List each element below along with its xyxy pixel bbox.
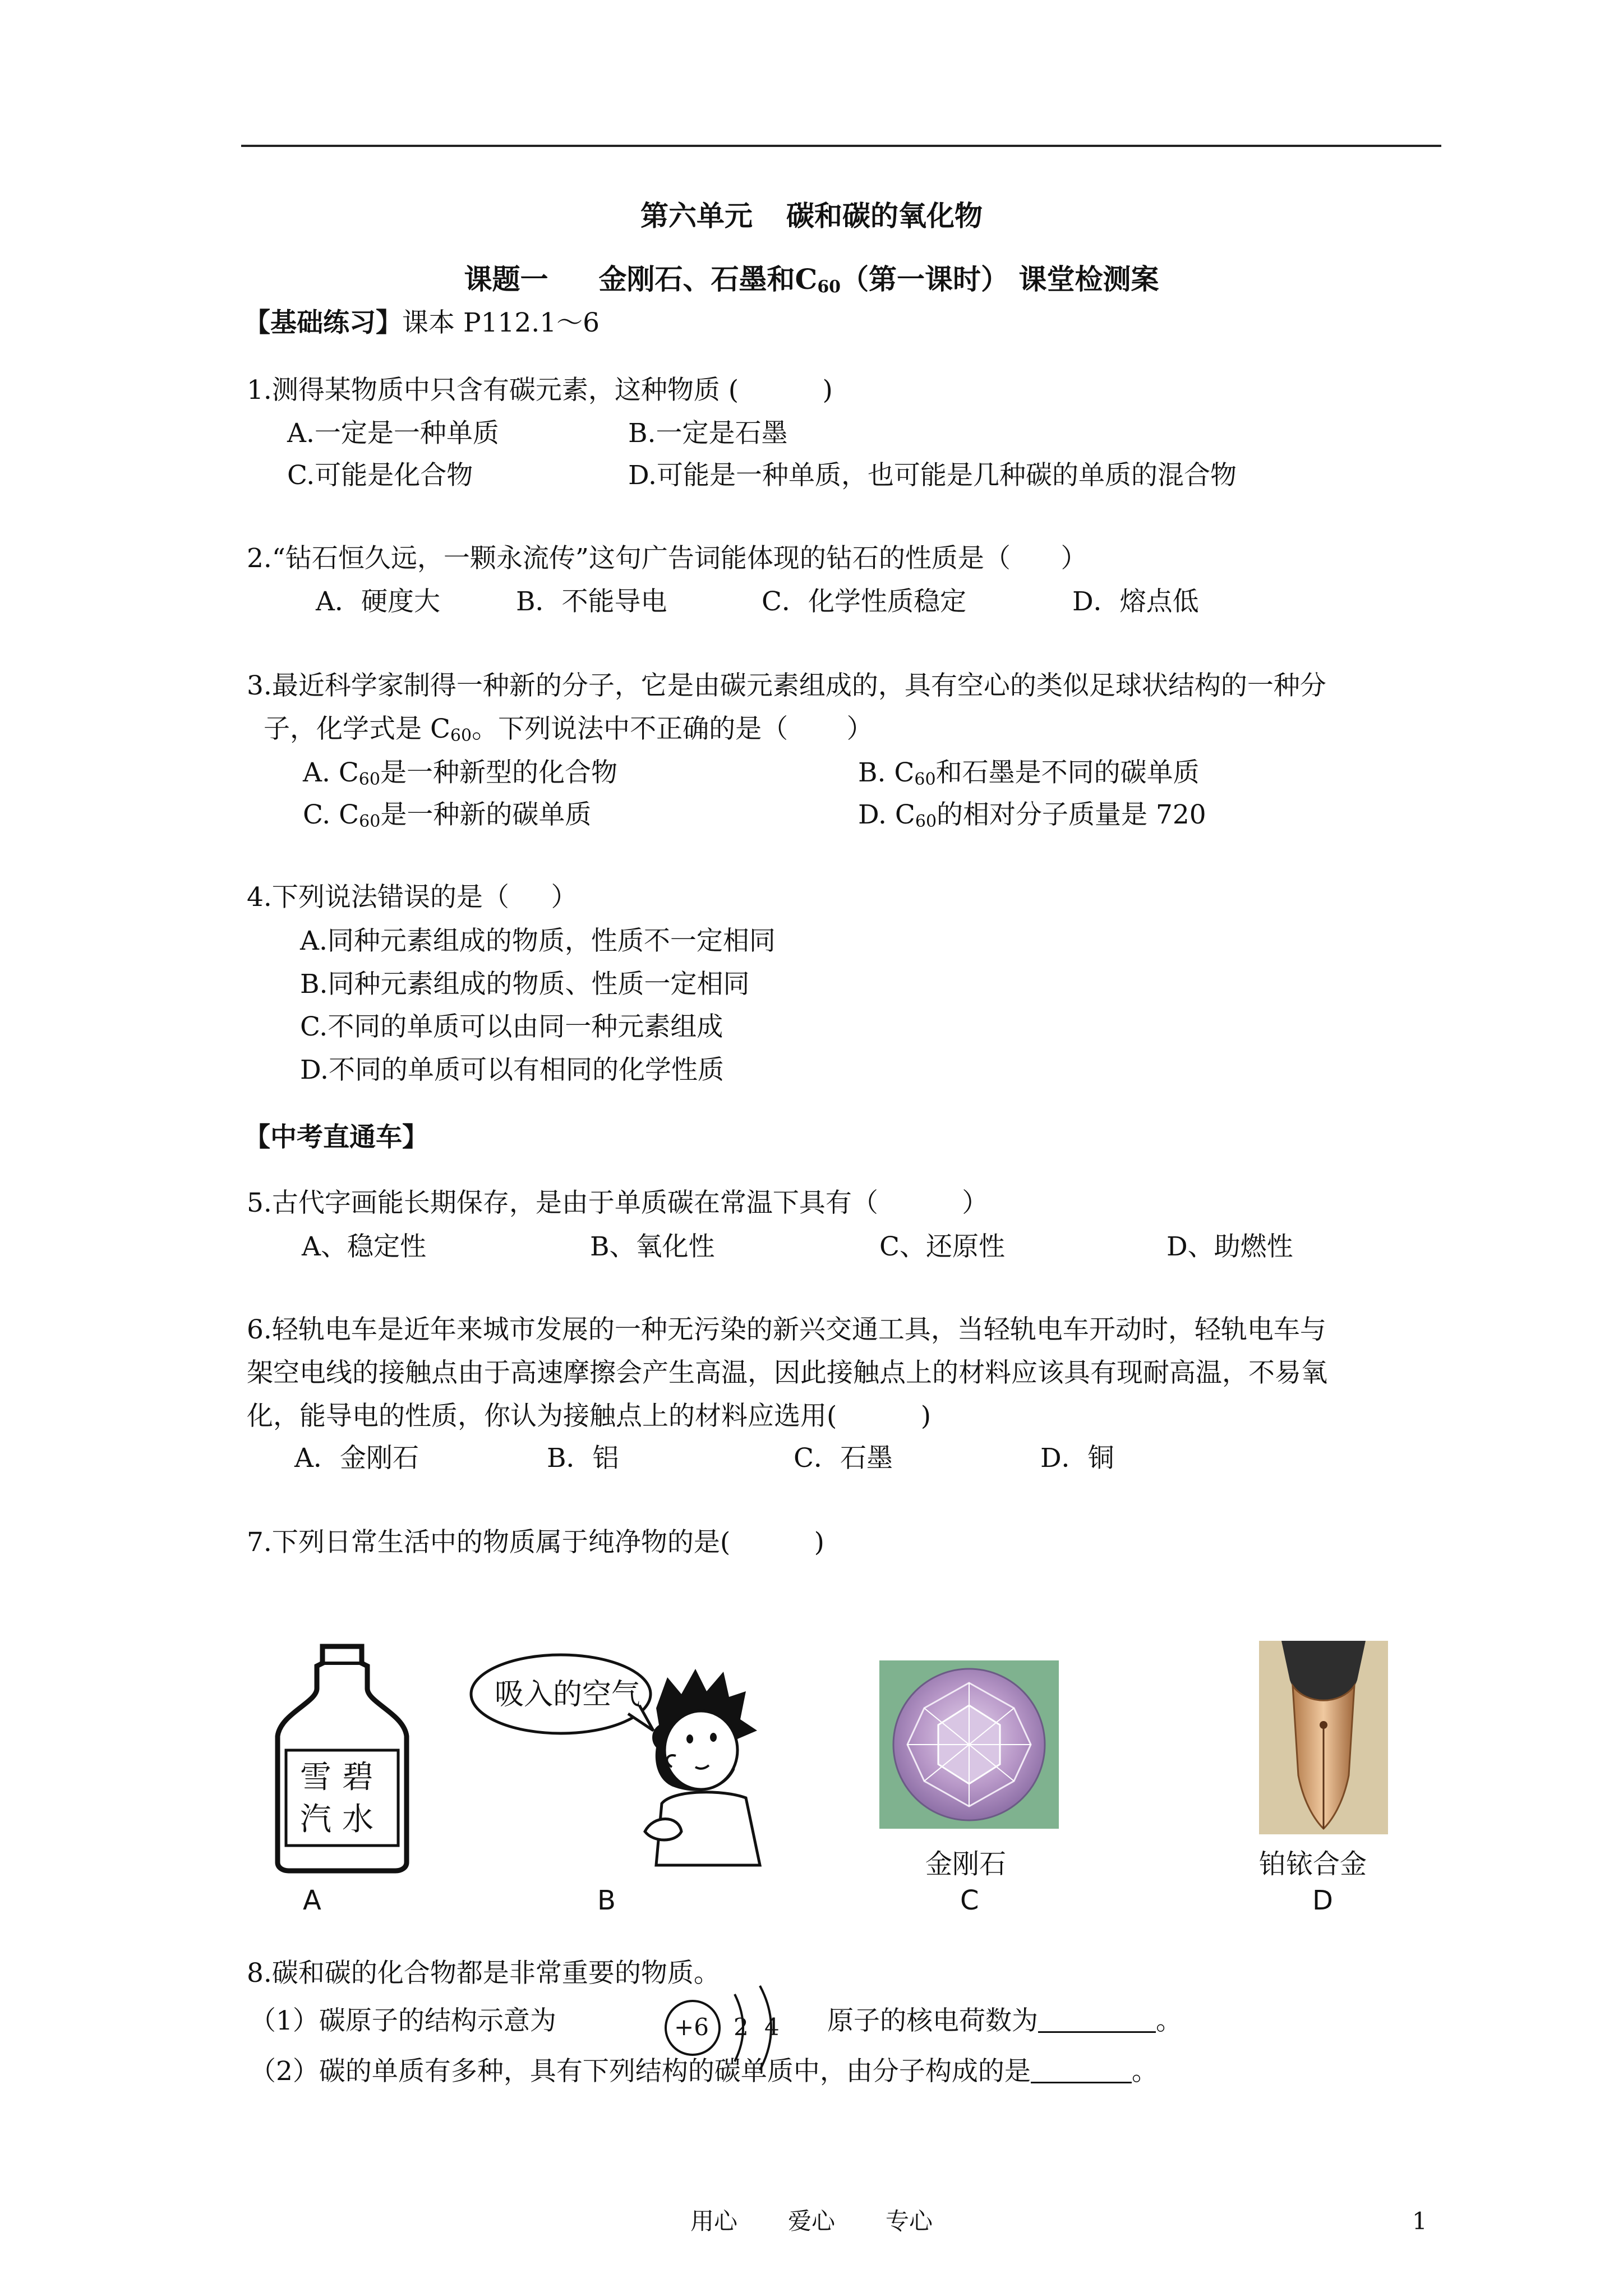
lesson-title: 课题一 金刚石、石墨和$C_{60}$（第一课时） 课堂检测案 [464,263,1159,297]
q7-label-b: B [597,1885,616,1916]
q7-figure-b-boy: 吸入的空气 [460,1646,774,1871]
q2-stem: 2.“钻石恒久远，一颗永流传”这句广告词能体现的钻石的性质是（ ） [247,543,1087,574]
q8-part1-prefix: （1）碳原子的结构示意为 [250,2005,556,2036]
q7-pen-caption: 铂铱合金 [1259,1848,1367,1880]
q1-stem: 1.测得某物质中只含有碳元素，这种物质 ( ) [247,375,833,406]
atom-shell-1: 2 [734,2013,749,2041]
q2-option-a: A．硬度大 [316,586,440,617]
q5-option-d: D、助燃性 [1166,1231,1293,1262]
q3-stem-line2: 子，化学式是 $C_{60}$。下列说法中不正确的是（ ） [264,714,873,746]
pen-nib-photo [1259,1641,1388,1834]
q5-option-a: A、稳定性 [302,1231,426,1262]
q7-diamond-caption: 金刚石 [925,1848,1007,1880]
q3-option-c: C. $C_{60}$是一种新的碳单质 [303,799,592,831]
q6-option-d: D．铜 [1040,1443,1114,1474]
q2-option-b: B．不能导电 [516,586,667,617]
q4-option-c: C.不同的单质可以由同一种元素组成 [300,1011,723,1042]
q4-option-a: A.同种元素组成的物质，性质不一定相同 [300,926,776,956]
unit-title: 第六单元 碳和碳的氧化物 [640,199,983,232]
q6-option-c: C．石墨 [794,1443,893,1474]
atom-shell-2: 4 [764,2013,780,2041]
q8-part1-answer-blank[interactable] [1038,2009,1156,2033]
header-rule [241,145,1441,147]
q5-option-b: B、氧化性 [590,1231,715,1262]
page-footer: 用心 爱心 专心 [690,2207,933,2235]
q3-option-a: A. $C_{60}$是一种新型的化合物 [303,757,617,789]
q1-option-a: A.一定是一种单质 [287,418,499,449]
q3-option-b: B. $C_{60}$和石墨是不同的碳单质 [858,757,1200,789]
q7-label-a: A [303,1885,321,1916]
q1-option-b: B.一定是石墨 [628,418,788,449]
q8-stem: 8.碳和碳的化合物都是非常重要的物质。 [247,1958,720,1989]
q6-stem-line3: 化，能导电的性质，你认为接触点上的材料应选用( ) [247,1401,932,1432]
q2-option-d: D．熔点低 [1072,586,1199,617]
q7-figure-d-pen-nib [1259,1641,1388,1834]
q8-part1-question: 原子的核电荷数为 。 [827,2005,1182,2036]
q1-option-c: C.可能是化合物 [287,460,473,491]
q8-part2-answer-blank[interactable] [1031,2059,1132,2083]
q7-label-c: C [960,1885,979,1916]
section-exam-prep: 【中考直通车】 [244,1122,428,1153]
q6-stem-line2: 架空电线的接触点由于高速摩擦会产生高温，因此接触点上的材料应该具有现耐高温，不易氧 [247,1358,1327,1388]
q2-option-c: C．化学性质稳定 [762,586,966,617]
atom-nucleus: +6 [674,2013,709,2041]
q7-label-d: D [1312,1885,1333,1916]
q4-stem: 4.下列说法错误的是（ ） [247,882,578,913]
q5-option-c: C、还原性 [879,1231,1005,1262]
q6-option-b: B．铝 [547,1443,619,1474]
q4-option-d: D.不同的单质可以有相同的化学性质 [300,1055,724,1085]
q4-option-b: B.同种元素组成的物质、性质一定相同 [300,969,750,1000]
q3-option-d: D. $C_{60}$的相对分子质量是 720 [858,799,1206,831]
q7-figure-a-bottle: 雪 碧 汽 水 [269,1641,415,1874]
q7-stem: 7.下列日常生活中的物质属于纯净物的是( ) [247,1527,824,1558]
q6-stem-line1: 6.轻轨电车是近年来城市发展的一种无污染的新兴交通工具，当轻轨电车开动时，轻轨电车与 [247,1314,1326,1345]
q3-stem-line1: 3.最近科学家制得一种新的分子，它是由碳元素组成的，具有空心的类似足球状结构的一种分 [247,670,1326,701]
q1-option-d: D.可能是一种单质，也可能是几种碳的单质的混合物 [628,460,1237,491]
section-basic-practice: 【基础练习】课本 P112.1～6 [244,307,600,338]
bottle-drawing [269,1641,415,1874]
q5-stem: 5.古代字画能长期保存，是由于单质碳在常温下具有（ ） [247,1188,989,1218]
q7-figure-c-diamond [879,1660,1059,1829]
page-number: 1 [1412,2207,1427,2235]
q8-part2: （2）碳的单质有多种，具有下列结构的碳单质中，由分子构成的是 。 [250,2056,1158,2087]
q6-option-a: A．金刚石 [294,1443,419,1474]
diamond-photo [879,1660,1059,1829]
